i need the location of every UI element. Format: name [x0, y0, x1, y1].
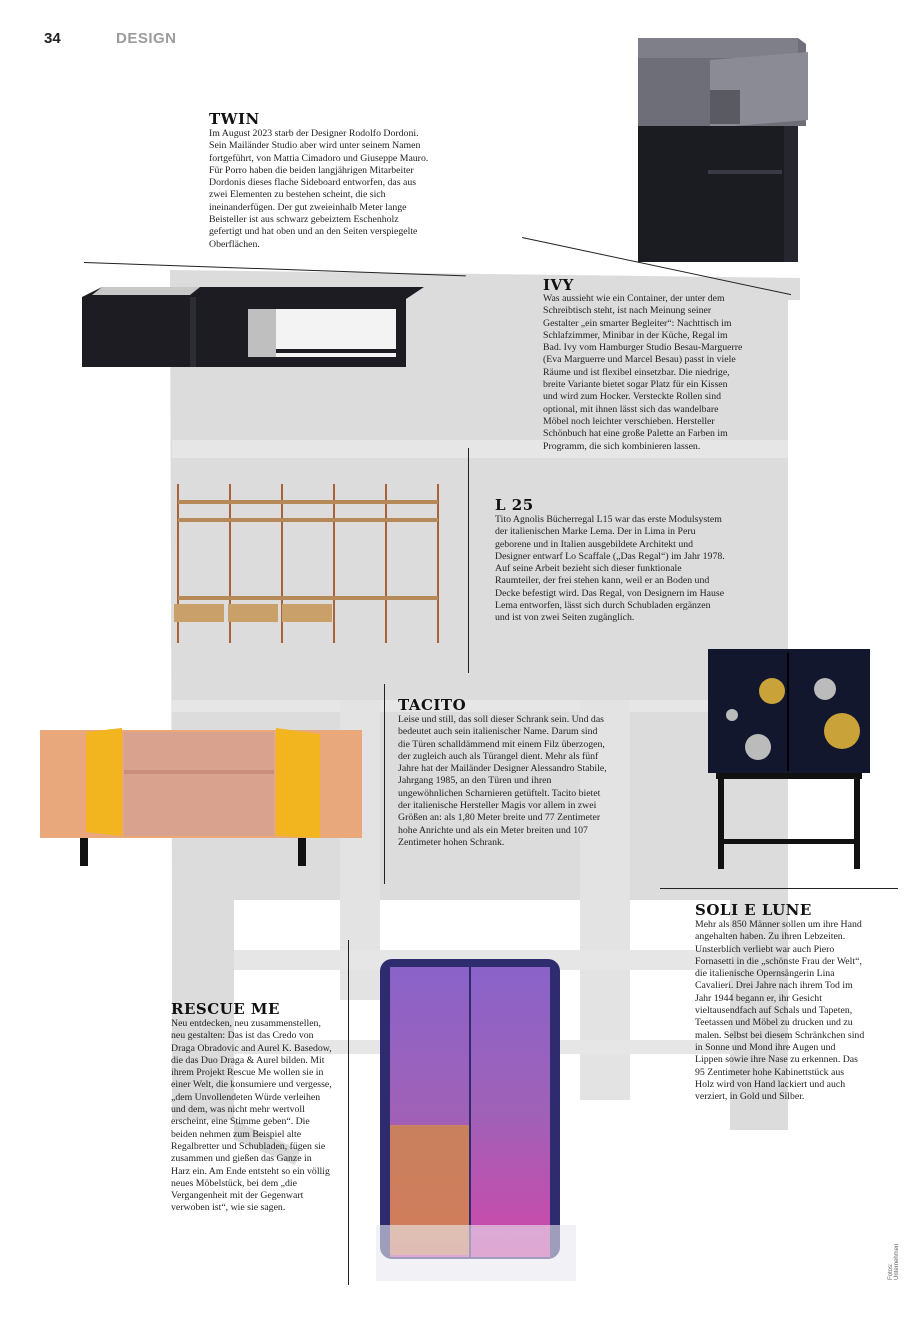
twin-text: Im August 2023 starb der Designer Rodolfo Dordoni. Sein Mailänder Studio aber wird unter seinem Namen fortgeführt, von Mattia Cimadoro und Giuseppe Mauro. Für Porro haben die beiden langjährigen Mitarbeiter Dordonis dieses flache Sideboard entworfen, das aus zwei Elementen zu bestehen scheint, die sich ineinanderfügen. Der gut zweieinhalb Meter lange Beisteller ist aus schwarz gebeiztem Eschenholz gefertigt und hat oben und an den Seiten verspiegelte Oberflächen.: [209, 128, 429, 250]
l25-shelf-image: [170, 478, 450, 648]
ivy-title: IVY: [543, 276, 574, 294]
soli-text: Mehr als 850 Männer sollen um ihre Hand angehalten haben. Zu ihren Lebzeiten. Unsterblich verliebt war auch Piero Fornasetti in die „schönste Frau der Welt“, die italienische Opernsängerin Lina Cavalieri. Drei Jahre nach ihrem Tod im Jahr 1944 begann er, ihr Gesicht vieltausendfach auf Schals und Tapeten, Teetassen und Möbel zu drucken und zu malen. Selbst bei diesem Schränkchen sind in Sonne und Mond ihre Augen und Lippen sowie ihre Nase zu erkennen. Das 95 Zentimeter hohe Kabinettstück aus Holz wird von Hand lackiert und auch verziert, in Gold und Silber.: [695, 919, 865, 1103]
photo-credit: Fotos: Unternehmen: [888, 1243, 900, 1280]
rescue-text: Neu entdecken, neu zusammenstellen, neu gestalten: Das ist das Credo von Draga Obradovic and Aurel K. Basedow, die das Duo Draga & Aurel bilden. Mit ihrem Projekt Rescue Me wollen sie in einer Welt, die konsumiere und vergesse, „dem Unvollendeten Würde verleihen und dem, was nicht mehr wertvoll erscheint, eine Stimme geben“. Die beiden nehmen zum Beispiel alte Regalbretter und Schubladen, fügen sie zusammen und gießen das Ganze in Harz ein. Am Ende entsteht so ein völlig neues Möbelstück, bei dem „die Vergangenheit mit der Gegenwart verwoben ist“, wie sie sagen.: [171, 1018, 332, 1214]
tacito-sideboard-image: [36, 726, 366, 868]
divider-line: [384, 684, 385, 884]
l25-text: Tito Agnolis Bücherregal L15 war das erste Modulsystem der italienischen Marke Lema. Der in Lima in Peru geborene und in Italien ausgebildete Architekt und Designer entwarf Lo Scaffale („Das Regal“) im Jahr 1978. Auf seine Arbeit bezieht sich dieser funktionale Raumteiler, der frei stehen kann, weil er an Boden und Decke befestigt wird. Das Regal, von Designern im Hause Lema entworfen, lässt sich durch Schubladen ergänzen und ist von zwei Seiten zugänglich.: [495, 514, 725, 624]
tacito-title: TACITO: [398, 696, 467, 714]
twin-title: TWIN: [209, 110, 260, 128]
ivy-container-image: [630, 30, 810, 270]
l25-title: L 25: [495, 496, 534, 514]
section-title: DESIGN: [116, 30, 177, 47]
ivy-text: Was aussieht wie ein Container, der unter dem Schreibtisch steht, ist nach Meinung seiner Gestalter „ein smarter Begleiter“: Nachttisch im Schlafzimmer, Minibar in der Küche, Regal im Bad. Ivy vom Hamburger Studio Besau-Marguerre (Eva Marguerre und Marcel Besau) passt in viele Räume und ist flexibel einsetzbar. Die niedrige, breite Variante bietet sogar Platz für ein Kissen und wird zum Hocker. Versteckte Rollen sind optional, mit ihnen lässt sich das wandelbare Möbel noch leichter verschieben. Hersteller Schönbuch hat eine große Palette an Farben im Programm, die sich kombinieren lassen.: [543, 293, 743, 452]
twin-sideboard-image: [80, 285, 425, 375]
divider-line: [468, 448, 469, 673]
soli-title: SOLI E LUNE: [695, 901, 812, 919]
divider-line: [348, 940, 349, 1285]
soli-e-lune-cabinet-image: [700, 645, 880, 875]
rescue-title: RESCUE ME: [171, 1000, 280, 1018]
page-number: 34: [44, 30, 61, 47]
tacito-text: Leise und still, das soll dieser Schrank sein. Und das bedeutet auch sein italienischer Name. Darum sind die Türen schalldämmend mit einem Filz überzogen, der zugleich auch als Türangel dient. Mehr als fünf Jahre hat der Mailänder Designer Alessandro Stabile, Jahrgang 1985, an den Türen und ihren ungewöhnlichen Scharnieren getüftelt. Tacito bietet der italienische Hersteller Magis vor allem in zwei Größen an: als 1,80 Meter breite und 77 Zentimeter hohe Anrichte und als ein Meter breiten und 107 Zentimeter hohen Schrank.: [398, 714, 607, 848]
rescue-me-cabinet-image: [372, 955, 584, 1285]
divider-line: [660, 888, 898, 889]
